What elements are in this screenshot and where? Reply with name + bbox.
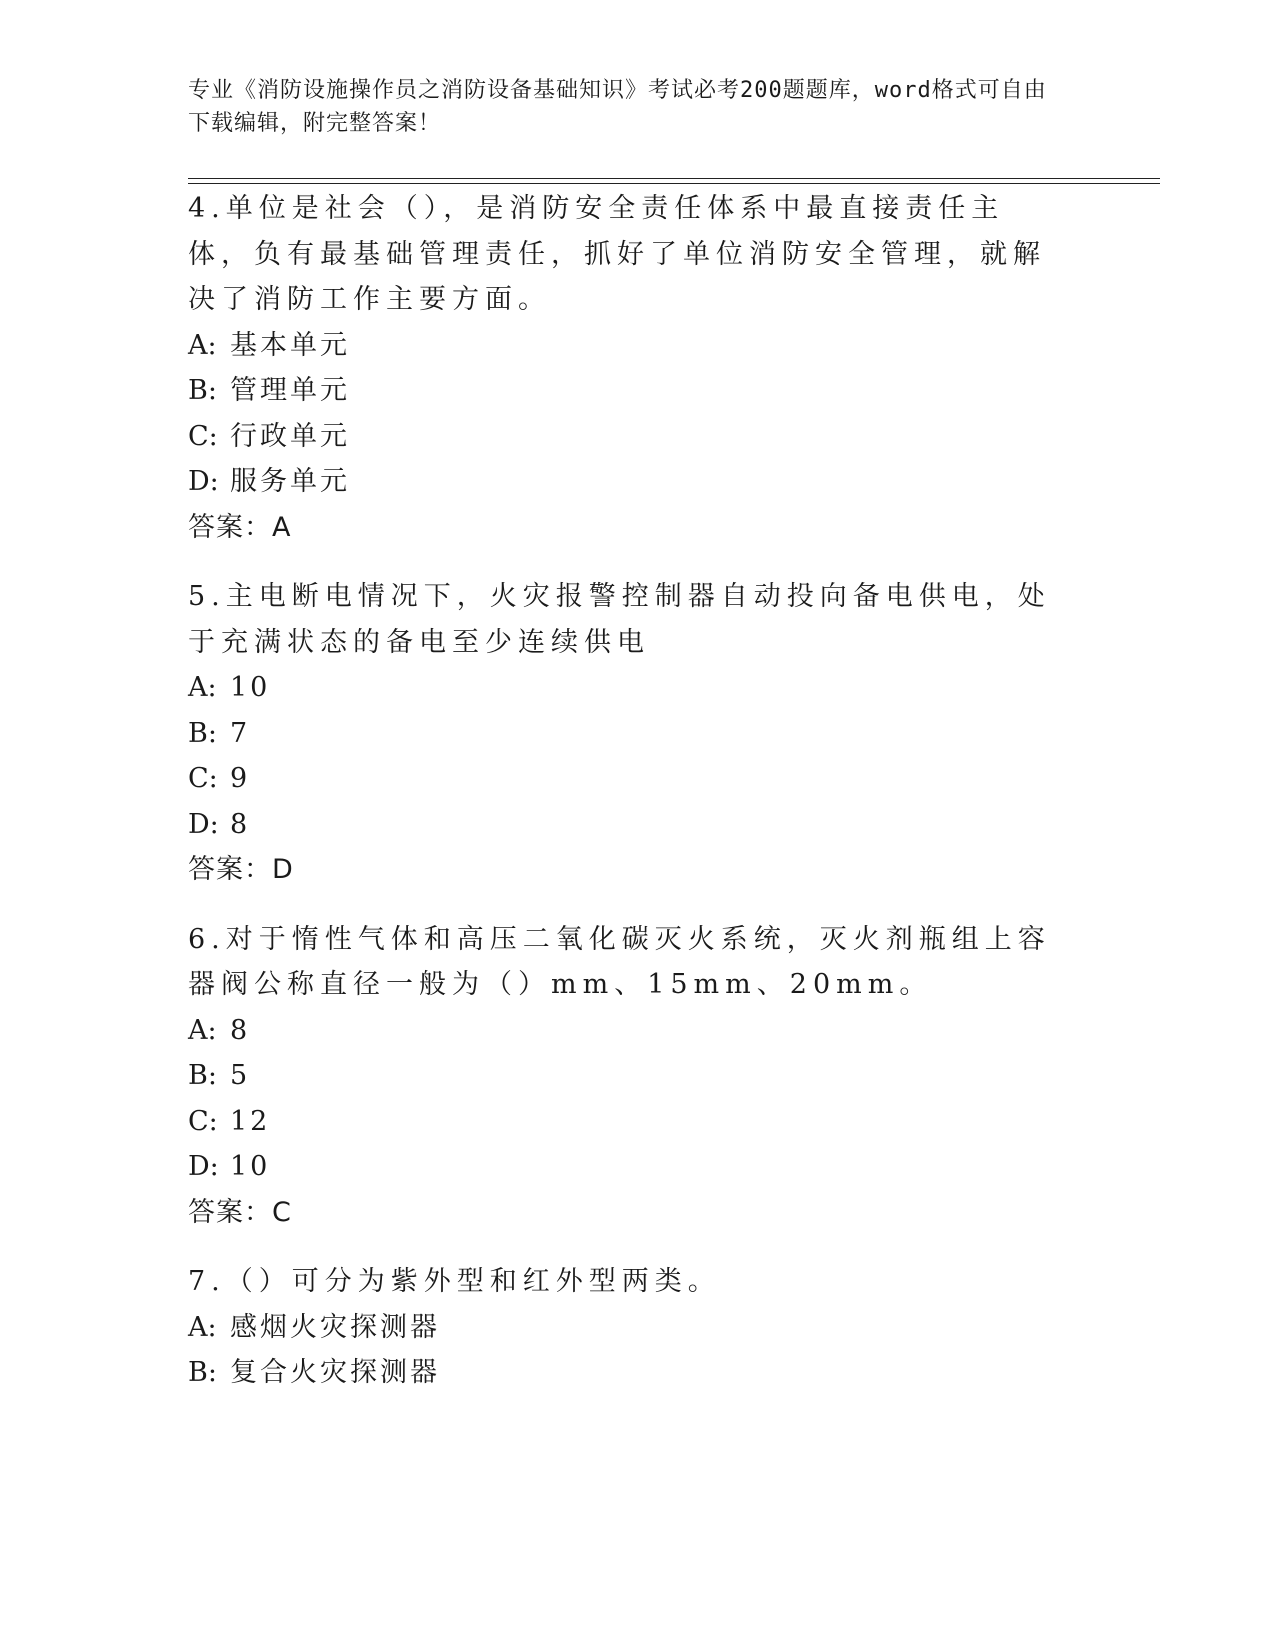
document-header: 专业《消防设施操作员之消防设备基础知识》考试必考200题题库，word格式可自由下载编辑，附完整答案！ <box>188 78 1047 136</box>
option-a <box>188 323 1068 369</box>
option-b <box>188 1350 1068 1396</box>
option-text: 8 <box>230 1014 251 1046</box>
option-key: C: <box>188 763 218 794</box>
header-divider-bottom <box>188 183 1160 184</box>
option-list <box>188 323 1068 505</box>
option-text: 基本单元 <box>230 329 350 361</box>
option-a <box>188 665 1068 711</box>
option-key: A: <box>188 329 217 361</box>
option-key: D: <box>188 1151 219 1182</box>
option-c <box>188 756 1068 802</box>
option-d <box>188 1144 1068 1190</box>
answer-line: 答案：C <box>188 1196 292 1228</box>
option-key: B: <box>188 717 217 749</box>
option-key: A: <box>188 1311 217 1343</box>
question-5 <box>188 574 1068 893</box>
option-text: 5 <box>230 1060 251 1091</box>
question-stem: 5.主电断电情况下，火灾报警控制器自动投向备电供电，处于充满状态的备电至少连续供电 <box>188 581 1051 658</box>
option-text: 8 <box>230 808 251 840</box>
option-text: 服务单元 <box>230 466 350 497</box>
option-b <box>188 711 1068 757</box>
option-key: B: <box>188 1357 217 1388</box>
question-stem: 6.对于惰性气体和高压二氧化碳灭火系统，灭火剂瓶组上容器阀公称直径一般为（）mm、15mm、20mm。 <box>188 923 1051 1000</box>
option-d <box>188 802 1068 848</box>
option-key: C: <box>188 1105 218 1137</box>
option-text: 行政单元 <box>230 420 350 452</box>
option-key: D: <box>188 808 219 840</box>
option-text: 7 <box>230 717 251 749</box>
option-d <box>188 459 1068 505</box>
option-text: 管理单元 <box>230 375 350 406</box>
option-key: A: <box>188 1014 217 1046</box>
question-6 <box>188 917 1068 1236</box>
option-b <box>188 1053 1068 1099</box>
answer-line: 答案：D <box>188 854 294 885</box>
option-list <box>188 1008 1068 1190</box>
question-stem: 7.（）可分为紫外型和红外型两类。 <box>188 1266 721 1297</box>
option-text: 10 <box>230 672 271 703</box>
option-key: C: <box>188 420 218 452</box>
question-stem: 4.单位是社会（），是消防安全责任体系中最直接责任主体，负有最基础管理责任，抓好了单位消防安全管理，就解决了消防工作主要方面。 <box>188 193 1046 315</box>
option-b <box>188 368 1068 414</box>
option-list <box>188 665 1068 847</box>
option-key: A: <box>188 672 217 703</box>
option-c <box>188 414 1068 460</box>
option-text: 复合火灾探测器 <box>230 1357 440 1388</box>
option-text: 9 <box>230 763 251 794</box>
answer-line: 答案：A <box>188 511 292 543</box>
option-key: B: <box>188 1060 217 1091</box>
header-divider-top <box>188 178 1160 179</box>
option-a <box>188 1008 1068 1054</box>
question-7 <box>188 1259 1068 1396</box>
option-c <box>188 1099 1068 1145</box>
option-text: 12 <box>230 1105 271 1137</box>
option-list <box>188 1305 1068 1396</box>
option-text: 感烟火灾探测器 <box>230 1311 440 1343</box>
option-key: B: <box>188 375 217 406</box>
question-list <box>188 186 1068 1420</box>
option-text: 10 <box>230 1151 271 1182</box>
option-key: D: <box>188 466 219 497</box>
option-a <box>188 1305 1068 1351</box>
question-4 <box>188 186 1068 550</box>
